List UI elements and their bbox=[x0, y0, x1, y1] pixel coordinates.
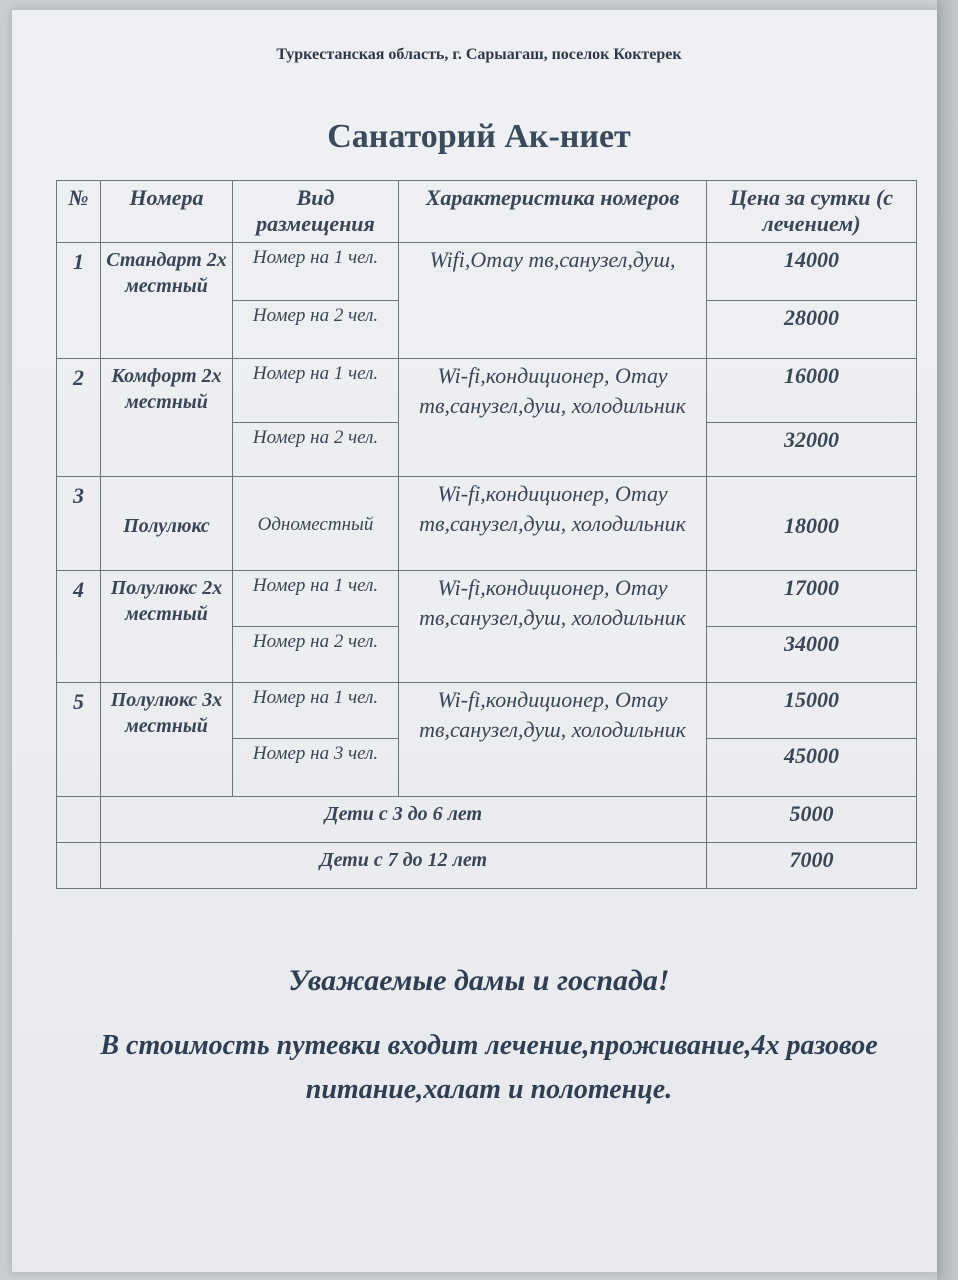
placement-cell: Номер на 1 чел. bbox=[233, 243, 399, 301]
table-row bbox=[57, 797, 917, 843]
row-num: 2 bbox=[57, 359, 101, 477]
placement-cell: Номер на 1 чел. bbox=[233, 571, 399, 627]
placement-cell: Номер на 1 чел. bbox=[233, 359, 399, 423]
price-cell: 5000 bbox=[707, 797, 917, 843]
price-cell: 28000 bbox=[707, 301, 917, 359]
greeting: Уважаемые дамы и госпада! bbox=[288, 964, 670, 997]
features-cell: Wi-fi,кондиционер, Отау тв,санузел,душ, холодильник bbox=[399, 571, 707, 683]
table-row bbox=[57, 571, 917, 627]
placement-cell: Номер на 2 чел. bbox=[233, 627, 399, 683]
page-title: Санаторий Ак-ниет bbox=[327, 118, 631, 155]
table-row bbox=[57, 243, 917, 301]
table-row bbox=[57, 477, 917, 571]
price-cell: 16000 bbox=[707, 359, 917, 423]
features-cell: Wi-fi,кондиционер, Отау тв,санузел,душ, холодильник bbox=[399, 477, 707, 571]
price-cell: 7000 bbox=[707, 843, 917, 889]
header-features: Характеристика номеров bbox=[399, 181, 707, 243]
kids-label: Дети с 3 до 6 лет bbox=[101, 797, 707, 843]
kids-label: Дети с 7 до 12 лет bbox=[101, 843, 707, 889]
placement-cell: Номер на 2 чел. bbox=[233, 423, 399, 477]
room-name: Полулюкс bbox=[101, 477, 233, 571]
price-cell: 18000 bbox=[707, 477, 917, 571]
address-line: Туркестанская область, г. Сарыагаш, поселок Коктерек bbox=[276, 46, 682, 63]
header-num: № bbox=[57, 181, 101, 243]
price-cell: 45000 bbox=[707, 739, 917, 797]
room-name: Комфорт 2х местный bbox=[101, 359, 233, 477]
header-rooms: Номера bbox=[101, 181, 233, 243]
row-num: 3 bbox=[57, 477, 101, 571]
room-name: Полулюкс 3х местный bbox=[101, 683, 233, 797]
table-row bbox=[57, 359, 917, 423]
header-placement: Вид размещения bbox=[233, 181, 399, 243]
table-row bbox=[57, 843, 917, 889]
row-num: 5 bbox=[57, 683, 101, 797]
row-num: 4 bbox=[57, 571, 101, 683]
price-table bbox=[56, 180, 917, 889]
placement-cell: Одноместный bbox=[233, 477, 399, 571]
header-price: Цена за сутки (с лечением) bbox=[707, 181, 917, 243]
price-cell: 15000 bbox=[707, 683, 917, 739]
placement-cell: Номер на 3 чел. bbox=[233, 739, 399, 797]
features-cell: Wifi,Отау тв,санузел,душ, bbox=[399, 243, 707, 359]
placement-cell: Номер на 1 чел. bbox=[233, 683, 399, 739]
price-cell: 17000 bbox=[707, 571, 917, 627]
background-edge bbox=[937, 0, 958, 1280]
table-header-row bbox=[57, 181, 917, 243]
included-note: В стоимость путевки входит лечение,проживание,4х разовое питание,халат и полотенце. bbox=[100, 1030, 878, 1105]
room-name: Стандарт 2х местный bbox=[101, 243, 233, 359]
room-name: Полулюкс 2х местный bbox=[101, 571, 233, 683]
placement-cell: Номер на 2 чел. bbox=[233, 301, 399, 359]
empty-cell bbox=[57, 797, 101, 843]
price-cell: 14000 bbox=[707, 243, 917, 301]
empty-cell bbox=[57, 843, 101, 889]
price-cell: 32000 bbox=[707, 423, 917, 477]
row-num: 1 bbox=[57, 243, 101, 359]
price-cell: 34000 bbox=[707, 627, 917, 683]
features-cell: Wi-fi,кондиционер, Отау тв,санузел,душ, холодильник bbox=[399, 683, 707, 797]
features-cell: Wi-fi,кондиционер, Отау тв,санузел,душ, холодильник bbox=[399, 359, 707, 477]
table-row bbox=[57, 683, 917, 739]
